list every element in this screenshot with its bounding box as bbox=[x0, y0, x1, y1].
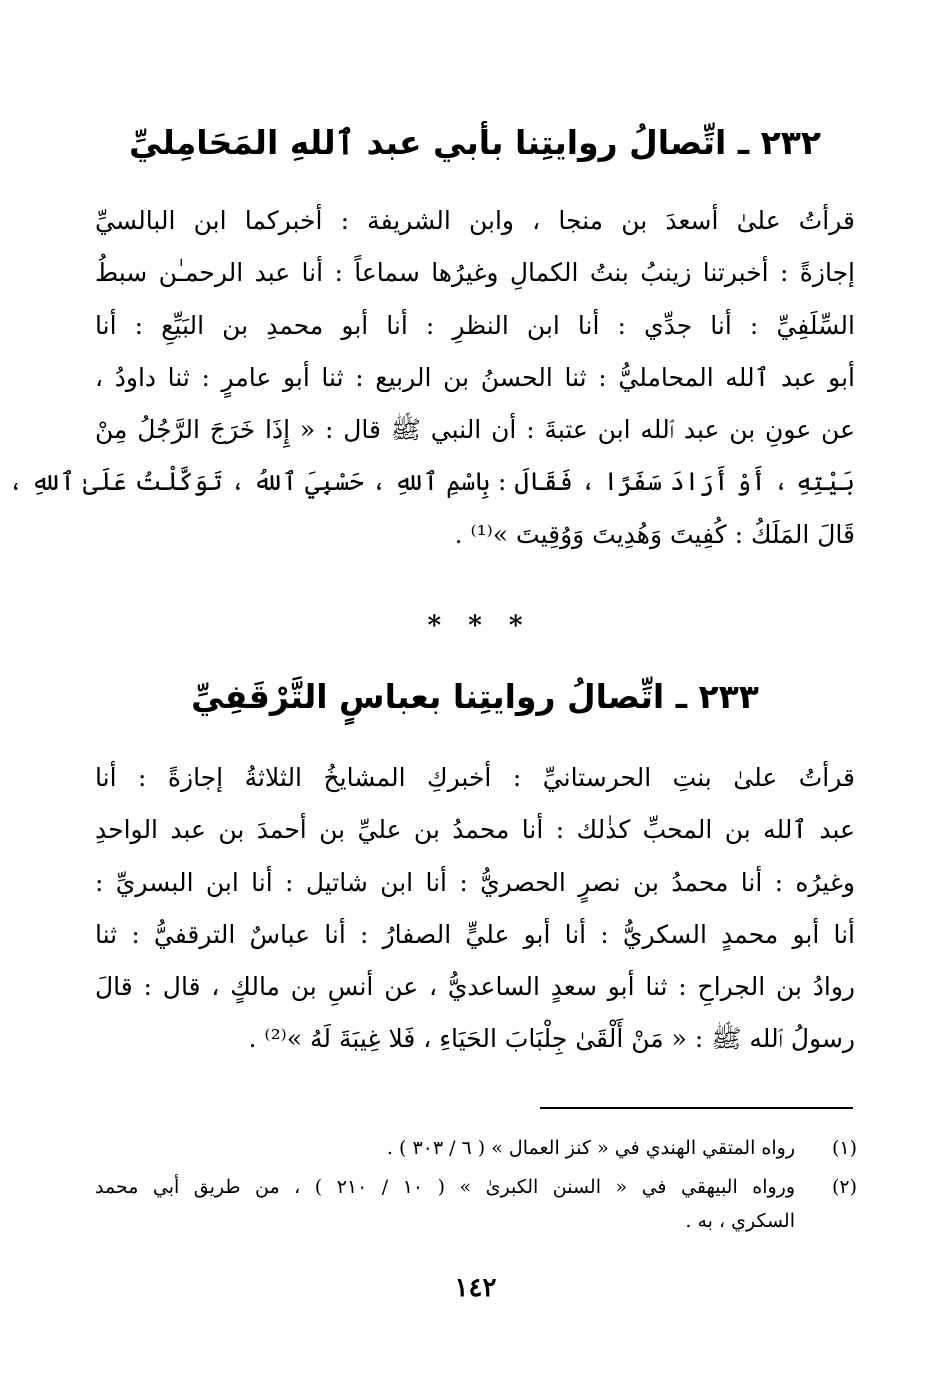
text-line: وغيرُه : أنا محمدُ بن نصرٍ الحصريُّ : أنا ابن شاتيل : أنا ابن البسريِّ : bbox=[95, 867, 855, 897]
footnote-text bbox=[95, 1170, 795, 1238]
section-233-heading: ٢٣٣ ـ اتِّصالُ روايتِنا بعباسٍ التَّرْقَفِيِّ bbox=[191, 677, 759, 716]
footnote-divider bbox=[540, 1107, 853, 1109]
text-line: أبو عبد ٱلله المحامليُّ : ثنا الحسنُ بن الربيع : ثنا أبو عامرٍ : ثنا داودُ ، bbox=[95, 362, 855, 392]
text-line: قَالَ المَلَكُ : كُفِيتَ وَهُدِيتَ وَوُقِيتَ »⁽¹⁾ . bbox=[454, 519, 855, 549]
footnote-text-line: ورواه البيهقي في « السنن الكبرىٰ » ( ١٠ / ٢١٠ ) ، من طريق أبي محمد bbox=[95, 1176, 796, 1198]
text-line: عن عونِ بن عبد ٱلله ابن عتبةَ : أن النبي ﷺ قال : « إِذَا خَرَجَ الرَّجُلُ مِنْ bbox=[95, 415, 855, 445]
section-233-text bbox=[95, 752, 855, 1066]
page-number: ١٤٢ bbox=[454, 1273, 497, 1303]
footnote-number: (١) bbox=[831, 1137, 857, 1159]
footnote-number: (٢) bbox=[831, 1176, 857, 1198]
text-line: روادُ بن الجراحِ : ثنا أبو سعدٍ الساعديُّ ، عن أنسِ بن مالكٍ ، قال : قالَ bbox=[95, 972, 855, 1002]
text-line: رسولُ ٱلله ﷺ : « مَنْ أَلْقَىٰ جِلْبَابَ الحَيَاءِ ، فَلا غِيبَةَ لَهُ »⁽²⁾ . bbox=[248, 1024, 855, 1054]
text-line: قرأتُ علىٰ بنتِ الحرستانيِّ : أخبركِ المشايخُ الثلاثةُ إجازةً : أنا bbox=[95, 763, 855, 792]
footnote-1 bbox=[95, 1131, 857, 1165]
section-232-heading: ٢٣٢ ـ اتِّصالُ روايتِنا بأبي عبد ٱللهِ المَحَامِليِّ bbox=[128, 123, 822, 162]
text-line: قرأتُ علىٰ أسعدَ بن منجا ، وابن الشريفة : أخبركما ابن البالسيِّ bbox=[95, 206, 855, 235]
section-separator: * * * bbox=[427, 611, 523, 641]
section-232-text bbox=[8, 195, 855, 561]
text-line: السِّلَفِيِّ : أنا جدِّي : أنا ابن النظرِ : أنا أبو محمدِ بن البَيِّعِ : أنا bbox=[95, 310, 855, 340]
text-line: أنا أبو محمدٍ السكريُّ : أنا أبو عليٍّ الصفارُ : أنا عباسٌ الترقفيُّ : ثنا bbox=[95, 919, 855, 949]
footnote-text: رواه المتقي الهندي في « كنز العمال » ( ٦ / ٣٠٣ ) . bbox=[386, 1137, 795, 1159]
text-line: بَيْتِهِ ، أَوْ أَرَادَ سَفَرًا ، فَقَالَ : بِاسْمِ ٱللهِ ، حَسْبِيَ ٱللهُ ، تَوَكَّلْتُ عَلَىٰ ٱللهِ ، bbox=[8, 467, 855, 497]
footnote-2 bbox=[95, 1170, 857, 1238]
text-line: عبد ٱلله بن المحبِّ كذٰلك : أنا محمدُ بن عليِّ بن أحمدَ بن عبد الواحدِ bbox=[95, 815, 855, 845]
text-line: إجازةً : أخبرتنا زينبُ بنتُ الكمالِ وغيرُها سماعاً : أنا عبد الرحمـٰن سبطُ bbox=[95, 258, 855, 288]
footnote-text-line: السكري ، به . bbox=[685, 1210, 795, 1232]
